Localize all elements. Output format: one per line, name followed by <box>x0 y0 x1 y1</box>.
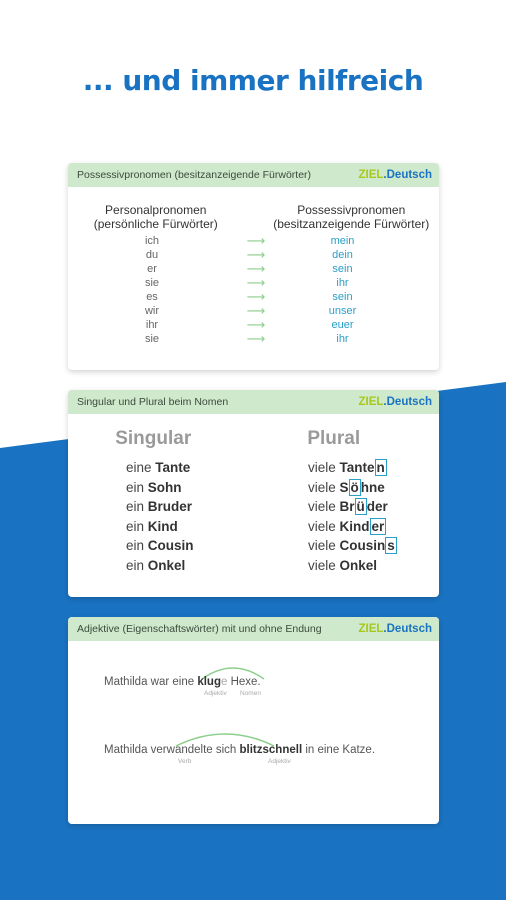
col-right-title: Possessivpronomen <box>297 203 406 217</box>
arrow-right-icon: ⟶ <box>246 289 266 304</box>
word-type-tag: Verb <box>178 758 192 765</box>
singular-label: Singular <box>115 428 192 449</box>
noun-row: ein Bruder viele Br ü der <box>126 499 388 514</box>
word-type-tag: Adjektiv <box>268 758 291 765</box>
example-sentence-2: Mathilda verwandelte sich blitzschnell in eine Katze. <box>104 744 376 756</box>
ziel-deutsch-logo: ZIEL.Deutsch <box>358 396 432 408</box>
plural-ending-highlight: er <box>371 518 385 534</box>
card-title: Singular und Plural beim Nomen <box>77 396 229 408</box>
noun-row: ein Sohn viele S ö hne <box>126 479 385 495</box>
arrow-right-icon: ⟶ <box>246 247 266 262</box>
noun-row: eine Tante viele Tante n <box>126 460 385 475</box>
adjective-card <box>68 617 439 824</box>
word-type-tag: Adjektiv <box>204 690 227 697</box>
noun-row: ein Kind viele Kind er <box>126 518 385 534</box>
headline: ... und immer hilfreich <box>82 64 424 97</box>
col-left-title: Personalpronomen <box>105 203 207 217</box>
word-type-tag: Nomen <box>240 690 261 697</box>
column-headers <box>68 203 439 231</box>
arrow-right-icon: ⟶ <box>246 261 266 276</box>
card-header <box>68 617 439 641</box>
noun-row: ein Cousin viele Cousin s <box>126 538 395 553</box>
ziel-deutsch-logo: ZIEL.Deutsch <box>358 623 432 635</box>
col-right-subtitle: (besitzanzeigende Fürwörter) <box>273 217 430 231</box>
plural-ending-highlight: ö <box>350 479 359 495</box>
pronoun-row: es ⟶ sein <box>146 289 353 304</box>
example-sentence-1: Mathilda war eine kluge Hexe. <box>104 676 261 688</box>
pronoun-row: er ⟶ sein <box>147 261 353 276</box>
plural-ending-highlight: s <box>387 538 395 553</box>
column-headers <box>68 428 439 450</box>
col-left-subtitle: (persönliche Fürwörter) <box>93 217 218 231</box>
arrow-right-icon: ⟶ <box>246 233 266 248</box>
arrow-right-icon: ⟶ <box>246 275 266 290</box>
noun-row: ein Onkel viele Onkel <box>126 557 378 573</box>
card-header <box>68 163 439 187</box>
card-header <box>68 390 439 414</box>
ziel-deutsch-logo: ZIEL.Deutsch <box>358 169 432 181</box>
possessive-pronoun-card <box>68 163 439 370</box>
plural-ending-highlight: ü <box>356 499 365 514</box>
pronoun-row: du ⟶ dein <box>145 247 353 262</box>
plural-label: Plural <box>307 428 361 449</box>
pronoun-row: ich ⟶ mein <box>144 233 355 248</box>
pronoun-row: sie ⟶ ihr <box>144 331 349 346</box>
arrow-right-icon: ⟶ <box>246 331 266 346</box>
pronoun-row: ihr ⟶ euer <box>145 317 354 332</box>
plural-ending-highlight: n <box>376 460 385 475</box>
singular-plural-card <box>68 390 439 597</box>
card-title: Adjektive (Eigenschaftswörter) mit und ohne Endung <box>77 623 322 635</box>
arrow-right-icon: ⟶ <box>246 317 266 332</box>
pronoun-row: sie ⟶ ihr <box>144 275 349 290</box>
arrow-right-icon: ⟶ <box>246 303 266 318</box>
pronoun-row: wir ⟶ unser <box>144 303 357 318</box>
card-title: Possessivpronomen (besitzanzeigende Fürwörter) <box>77 169 312 181</box>
